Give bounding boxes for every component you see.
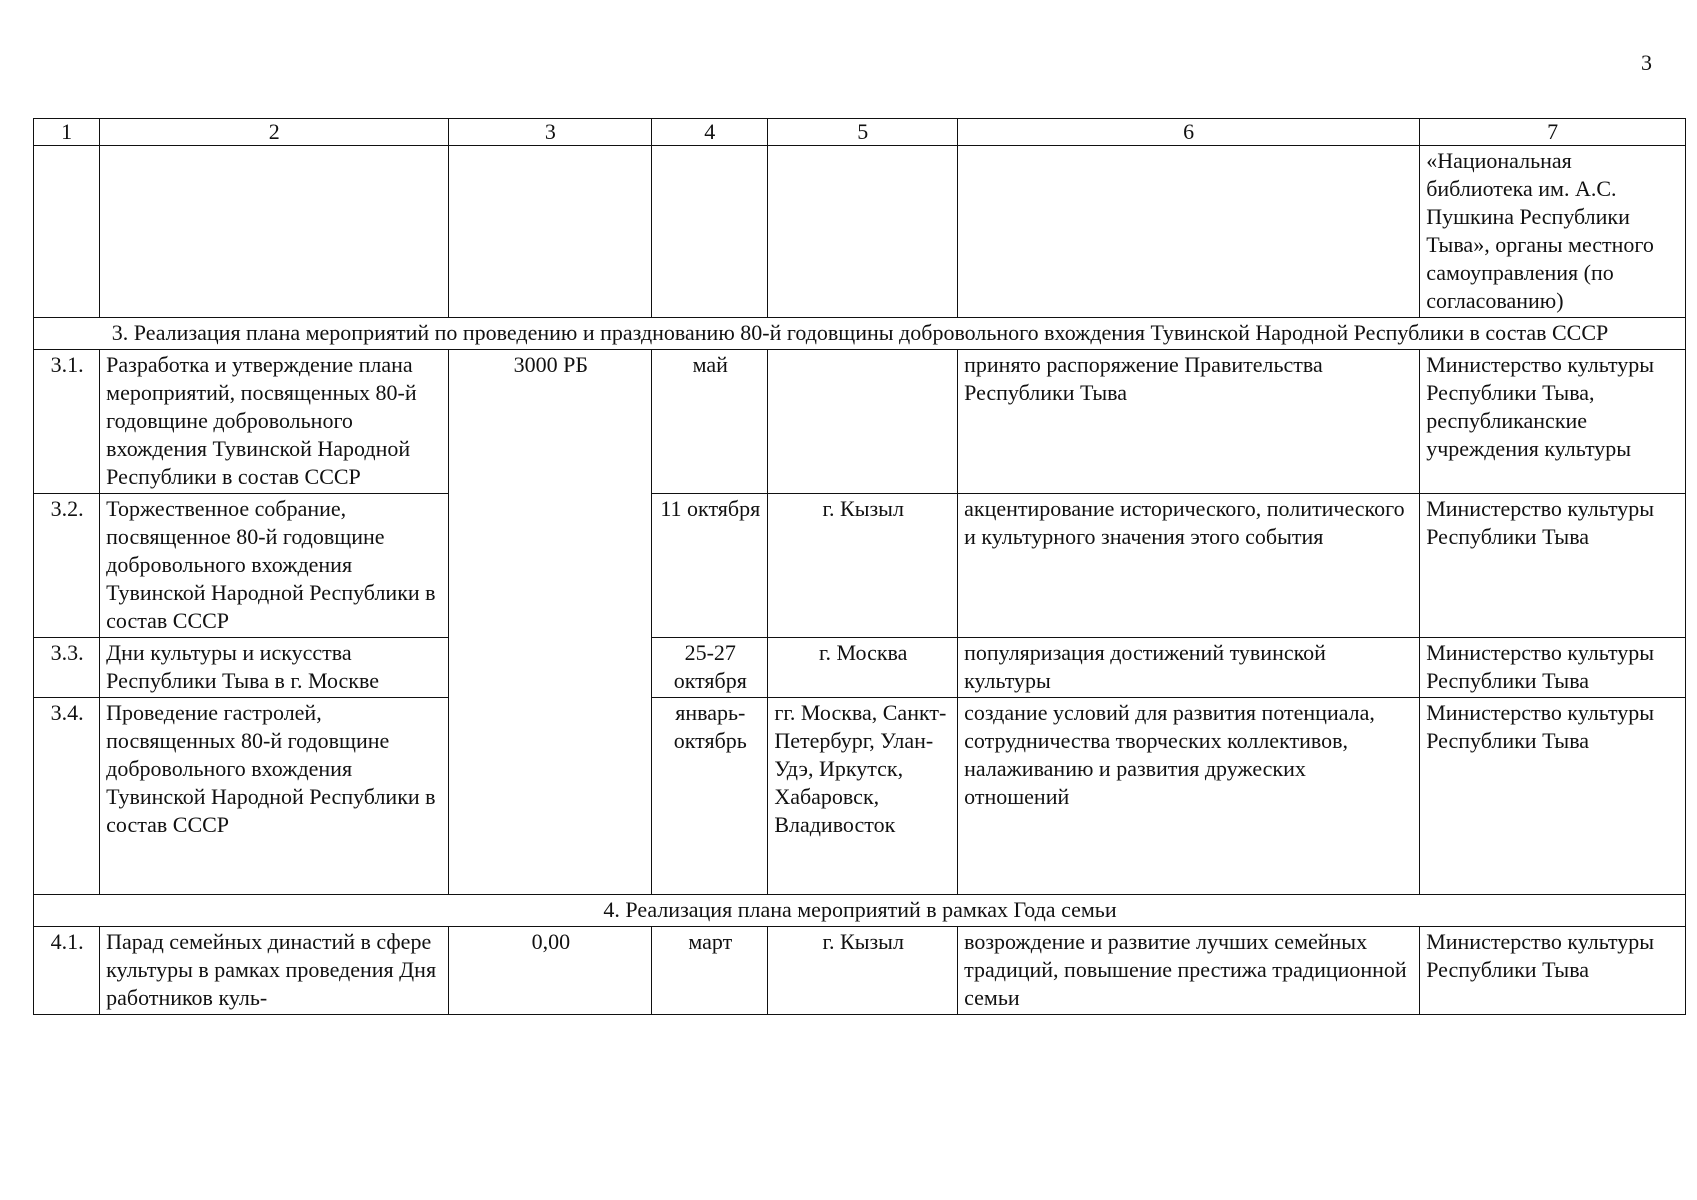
responsible-cell: Министерство культуры Республики Тыва, республиканские учреждения культуры: [1420, 350, 1686, 494]
place-cell: гг. Москва, Санкт-Петербург, Улан-Удэ, Иркутск, Хабаровск, Владивосток: [768, 698, 958, 895]
item-name: Проведение гастролей, посвященных 80-й годовщине добровольного вхождения Тувинской Народной Республики в состав СССР: [100, 698, 449, 895]
empty-cell: [34, 146, 100, 318]
result-cell: принято распоряжение Правительства Республики Тыва: [958, 350, 1420, 494]
table-row: [34, 638, 1686, 698]
item-number: 3.2.: [34, 494, 100, 638]
responsible-cell: Министерство культуры Республики Тыва: [1420, 494, 1686, 638]
section-row: [34, 318, 1686, 350]
responsible-cell: «Национальная библиотека им. А.С. Пушкина Республики Тыва», органы местного самоуправления (по согласованию): [1420, 146, 1686, 318]
result-cell: возрождение и развитие лучших семейных традиций, повышение престижа традиционной семьи: [958, 927, 1420, 1015]
empty-cell: [958, 146, 1420, 318]
column-number: 5: [768, 119, 958, 146]
table-row: [34, 927, 1686, 1015]
column-number: 6: [958, 119, 1420, 146]
item-number: 3.4.: [34, 698, 100, 895]
funding-cell: 0,00: [449, 927, 652, 1015]
section-row: [34, 895, 1686, 927]
table-row: [34, 494, 1686, 638]
result-cell: популяризация достижений тувинской культуры: [958, 638, 1420, 698]
item-name: Дни культуры и искусства Республики Тыва в г. Москве: [100, 638, 449, 698]
empty-cell: [652, 146, 768, 318]
responsible-cell: Министерство культуры Республики Тыва: [1420, 927, 1686, 1015]
date-cell: 11 октября: [652, 494, 768, 638]
result-cell: акцентирование исторического, политического и культурного значения этого события: [958, 494, 1420, 638]
table-row: [34, 698, 1686, 895]
column-number: 7: [1420, 119, 1686, 146]
column-number: 4: [652, 119, 768, 146]
item-number: 3.3.: [34, 638, 100, 698]
place-cell: г. Кызыл: [768, 927, 958, 1015]
column-number: 1: [34, 119, 100, 146]
activity-plan-table: [33, 118, 1686, 1015]
empty-cell: [449, 146, 652, 318]
table-row: [34, 350, 1686, 494]
table-row: [34, 146, 1686, 318]
date-cell: март: [652, 927, 768, 1015]
responsible-cell: Министерство культуры Республики Тыва: [1420, 638, 1686, 698]
place-cell: г. Москва: [768, 638, 958, 698]
item-number: 3.1.: [34, 350, 100, 494]
empty-cell: [768, 146, 958, 318]
result-cell: создание условий для развития потенциала, сотрудничества творческих коллективов, налаживанию и развития дружеских отношений: [958, 698, 1420, 895]
item-name: Разработка и утверждение плана мероприятий, посвященных 80-й годовщине добровольного вхождения Тувинской Народной Республики в состав СССР: [100, 350, 449, 494]
date-cell: январь-октябрь: [652, 698, 768, 895]
section-title: 4. Реализация плана мероприятий в рамках Года семьи: [34, 895, 1686, 927]
place-cell: [768, 350, 958, 494]
item-name: Парад семейных династий в сфере культуры в рамках проведения Дня работников куль-: [100, 927, 449, 1015]
place-cell: г. Кызыл: [768, 494, 958, 638]
column-number-row: [34, 119, 1686, 146]
section-title: 3. Реализация плана мероприятий по проведению и празднованию 80-й годовщины добровольного вхождения Тувинской Народной Республики в состав СССР: [34, 318, 1686, 350]
funding-cell: 3000 РБ: [449, 350, 652, 895]
responsible-cell: Министерство культуры Республики Тыва: [1420, 698, 1686, 895]
item-number: 4.1.: [34, 927, 100, 1015]
item-name: Торжественное собрание, посвященное 80-й годовщине добровольного вхождения Тувинской Народной Республики в состав СССР: [100, 494, 449, 638]
column-number: 2: [100, 119, 449, 146]
page-number: 3: [1641, 50, 1652, 75]
column-number: 3: [449, 119, 652, 146]
date-cell: 25-27 октября: [652, 638, 768, 698]
empty-cell: [100, 146, 449, 318]
date-cell: май: [652, 350, 768, 494]
